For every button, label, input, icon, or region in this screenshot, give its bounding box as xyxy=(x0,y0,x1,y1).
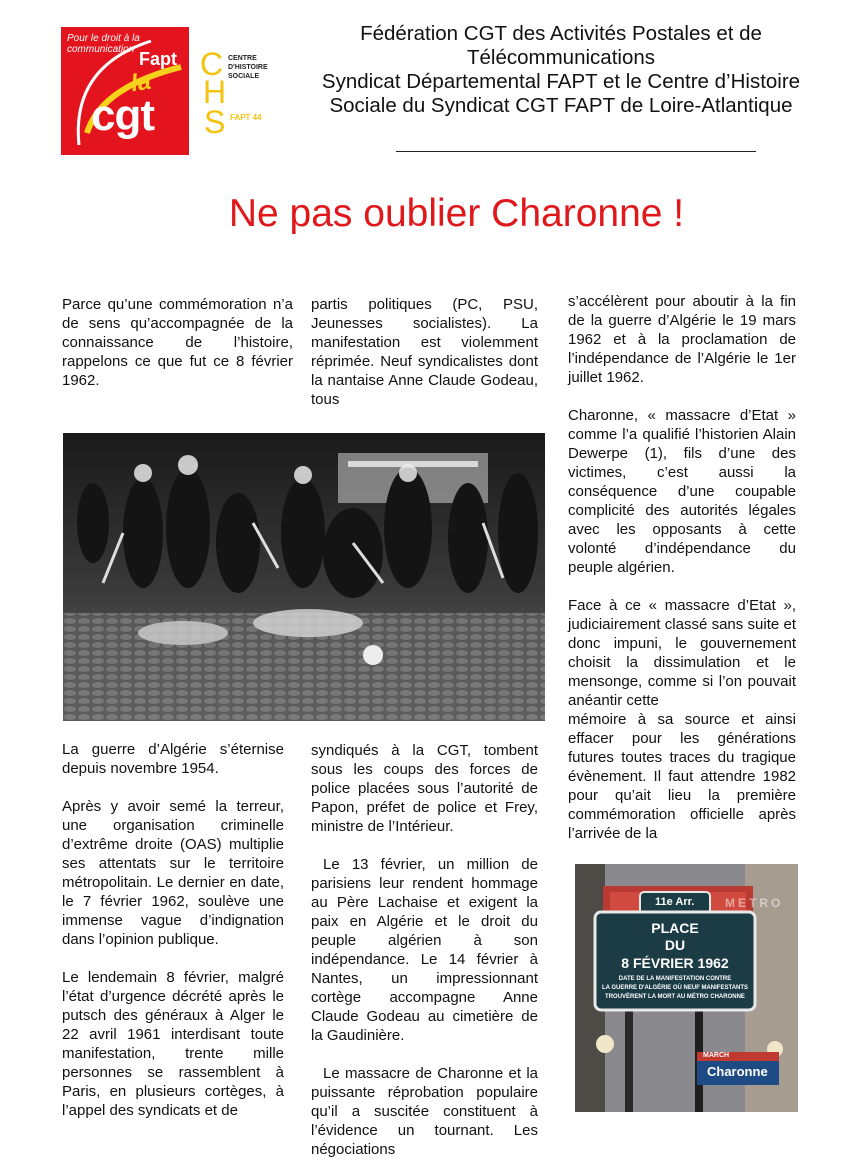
plaque-du: DU xyxy=(664,937,686,953)
column-1-paragraph-3: Le lendemain 8 février, malgré l’état d’urgence décrété après le putsch des généraux à Alger le 22 avril 1961 interdisant toute manifestation, trente mille personnes se rassemblent à Paris, en plusieurs cortèges, à l’appel des syndicats et de xyxy=(62,969,284,1119)
metro-station-sign: Charonne xyxy=(707,1064,768,1079)
column-3-paragraph-3b: mémoire à sa source et ainsi effacer pour les générations futures toutes traces du tragique évènement. Il faut attendre 1982 pour qu’ait lieu la première commémoration officielle après l’arrivée de la xyxy=(568,711,796,842)
cgt-logo xyxy=(61,27,189,155)
page-headline: Ne pas oublier Charonne ! xyxy=(228,192,685,235)
metro-march-label: MARCH xyxy=(703,1052,730,1059)
plaque-metro-top: METRO xyxy=(725,896,784,910)
cgt-wordmark: cgt xyxy=(91,91,154,140)
chs-label-line1: CENTRE xyxy=(228,55,257,62)
header-line-2: Télécommunications xyxy=(467,46,655,69)
column-1-bottom xyxy=(62,740,284,1120)
column-2-top xyxy=(311,295,538,409)
column-1-paragraph-2: Après y avoir semé la terreur, une organisation criminelle d’extrême droite (OAS) multiplie ses attentats sur le territoire métropolitain. Le dernier en date, le 7 février 1962, soulève une immense vague d’indignation dans l’opinion publique. xyxy=(62,798,284,948)
cgt-la-text: la xyxy=(129,67,153,98)
cgt-slogan: Pour le droit à la communication xyxy=(67,33,140,55)
column-1-paragraph-1: La guerre d’Algérie s’éternise depuis novembre 1954. xyxy=(62,741,284,777)
plaque-sub-1: DATE DE LA MANIFESTATION CONTRE xyxy=(618,976,732,982)
chs-letter-s: S xyxy=(204,104,226,140)
chs-label-line3: SOCIALE xyxy=(228,73,260,80)
cgt-fapt-text: Fapt xyxy=(139,49,177,69)
column-2-bottom xyxy=(311,741,538,1159)
intro-paragraph: Parce qu’une commémoration n’a de sens qu’accompagnée de la connaissance de l’histoire, rappelons ce que fut ce 8 février 1962. xyxy=(62,296,293,389)
column-2-paragraph-1: syndiqués à la CGT, tombent sous les coups des forces de police placées sous l’autorité de Papon, préfet de police et Frey, ministre de l’Intérieur. xyxy=(311,742,538,835)
plaque-text xyxy=(595,920,755,1002)
column-2-top-paragraph: partis politiques (PC, PSU, Jeunesses socialistes). La manifestation est violemment réprimée. Neuf syndicalistes dont la nantaise Anne Claude Godeau, tous xyxy=(311,296,538,408)
header-title xyxy=(316,22,806,118)
column-2-paragraph-2: Le 13 février, un million de parisiens leur rendent hommage au Père Lachaise et exigent la paix en Algérie et le droit du peuple algérien à son indépendance. Le 14 février à Nantes, un impressionnant cortège accompagne Anne Claude Godeau au cimetière de la Gaudinière. xyxy=(311,856,538,1044)
chs-fapt-label: FAPT 44 xyxy=(230,113,262,122)
column-3-paragraph-3a: Face à ce « massacre d’Etat », judiciairement classé sans suite et donc impuni, le gouvernement choisit la dissimulation et le mensonge, comme si l’on pouvait anéantir cette xyxy=(568,597,796,709)
plaque-date: 8 FÉVRIER 1962 xyxy=(621,955,729,971)
chs-label-line2: D'HISTOIRE xyxy=(228,64,268,71)
place-8-fevrier-1962-plaque-photo xyxy=(575,864,798,1112)
header-line-1: Fédération CGT des Activités Postales et de xyxy=(360,22,762,45)
plaque-sub-2: LA GUERRE D'ALGÉRIE OÙ NEUF MANIFESTANTS xyxy=(601,985,749,991)
plaque-place: PLACE xyxy=(651,920,699,936)
chs-letter-h: H xyxy=(203,74,227,110)
column-2-paragraph-3: Le massacre de Charonne et la puissante réprobation populaire qu’il a suscitée constituent à l’évidence un tournant. Les négociations xyxy=(311,1065,538,1158)
column-3-paragraph-1: s’accélèrent pour aboutir à la fin de la guerre d’Algérie le 19 mars 1962 et à la proclamation de l’indépendance de l’Algérie le 1er juillet 1962. xyxy=(568,293,796,386)
plaque-sub-3: TROUVÈRENT LA MORT AU MÉTRO CHARONNE xyxy=(605,994,745,1000)
charonne-protest-photo xyxy=(63,433,545,721)
plaque-arrondissement: 11e Arr. xyxy=(655,896,695,908)
header-line-3: Syndicat Départemental FAPT et le Centre d’Histoire xyxy=(321,70,801,93)
column-1-intro xyxy=(62,295,293,390)
chs-logo xyxy=(198,48,294,143)
header-line-4: Sociale du Syndicat CGT FAPT de Loire-Atlantique xyxy=(329,94,793,117)
column-3 xyxy=(568,292,796,843)
column-3-paragraph-2: Charonne, « massacre d’Etat » comme l’a qualifié l’historien Alain Dewerpe (1), fils d’une des victimes, c’est aussi la conséquence d’une coupable complicité des autorités légales avec les opposants à cette volonté d’indépendance du peuple algérien. xyxy=(568,407,796,576)
chs-label xyxy=(228,54,268,81)
header-divider xyxy=(396,151,756,152)
photo-illustration xyxy=(63,433,545,721)
chs-letter-c: C xyxy=(200,46,224,82)
